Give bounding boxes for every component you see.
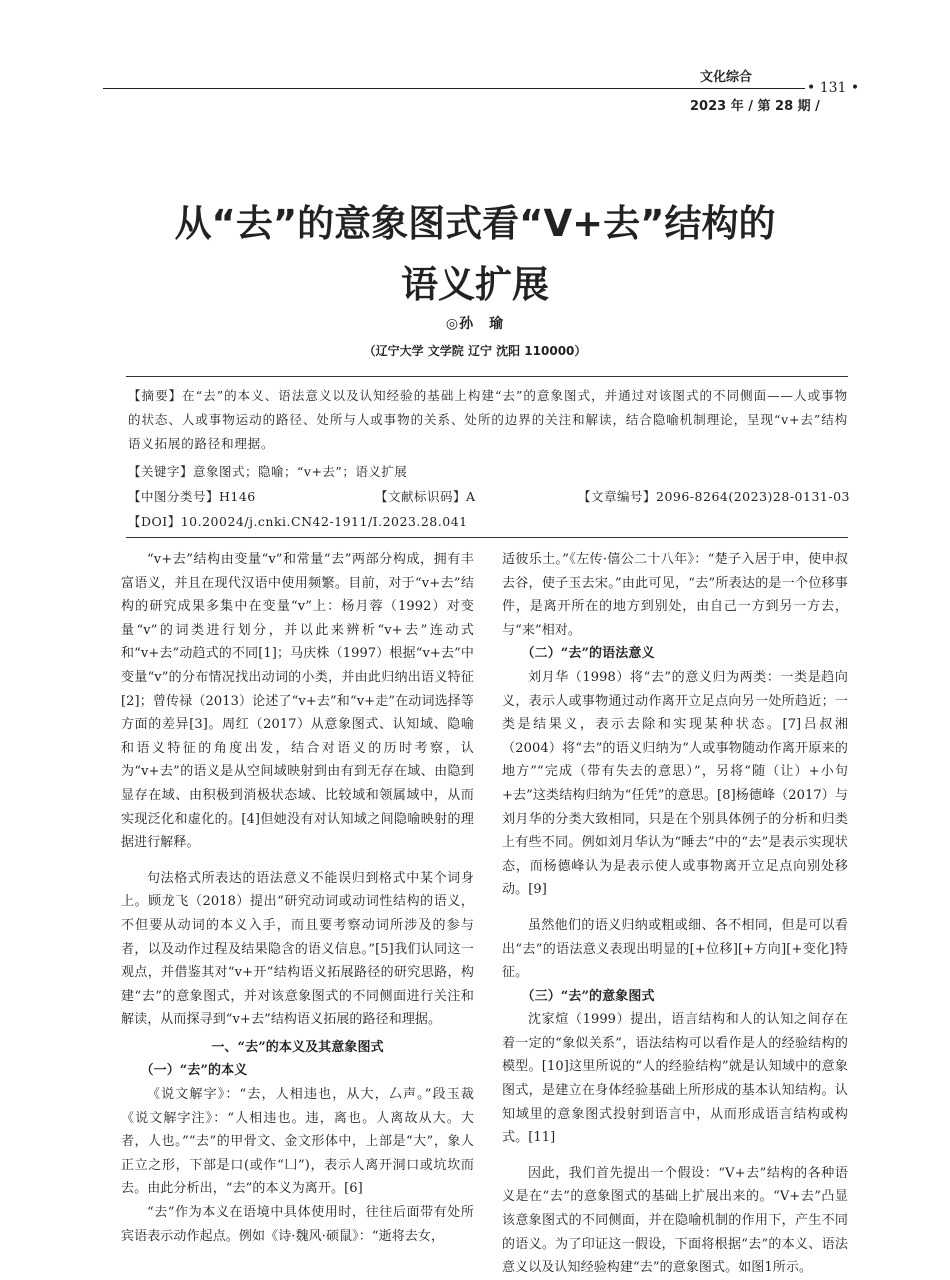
section-label: 文化综合 (700, 70, 753, 85)
paragraph: 沈家煊（1999）提出，语言结构和人的认知之间存在着一定的“象似关系”，语法结构可以看作是人的经验结构的模型。[10]这里所说的“人的经验结构”就是认知域中的意象图式，是建立在身体经验基础上所形成的基本认知结构。认知域里的意象图式投射到语言中，从而形成语言结构或构式。[11] (502, 1012, 848, 1146)
document-code: 【文献标识码】A (375, 489, 476, 504)
doi: 【DOI】10.20024/j.cnki.CN42-1911/I.2023.28.041 (128, 514, 468, 529)
author: ◎孙 瑜 (445, 316, 505, 332)
abstract-top-rule (126, 376, 848, 377)
paragraph: 句法格式所表达的语法意义不能误归到格式中某个词身上。顾龙飞（2018）提出“研究动词或动词性结构的语义，不但要从动词的本义入手，而且要考察动词所涉及的参与者，以及动作过程及结果隐含的语义信息。”[5]我们认同这一观点，并借鉴其对“v+开”结构语义拓展路径的研究思路，构建“去”的意象图式，并对该意象图式的不同侧面进行关注和解读，从而探寻到“v+去”结构语义拓展的路径和理据。 (121, 870, 474, 1028)
article-number: 【文章编号】2096-8264(2023)28-0131-03 (578, 489, 850, 504)
paragraph: 虽然他们的语义归纳或粗或细、各不相同，但是可以看出“去”的语法意义表现出明显的[+位移][+方向][+变化]特征。 (502, 917, 848, 981)
paragraph: 刘月华（1998）将“去”的意义归为两类：一类是趋向义，表示人或事物通过动作离开立足点向另一处所趋近；一类是结果义，表示去除和实现某种状态。[7]吕叔湘（2004）将“去”的语义归纳为“人或事物随动作离开原来的地方”“完成（带有失去的意思）”，另将“随（让）+小句+去”这类结构归纳为“任凭”的意思。[8]杨德峰（2017）与刘月华的分类大致相同，只是在个别具体例子的分析和归类上有些不同。例如刘月华认为“睡去”中的“去”是表示实现状态，而杨德峰认为是表示使人或事物离开立足点向别处移动。[9] (502, 669, 848, 898)
paragraph: “去”作为本义在语境中具体使用时，往往后面带有处所宾语表示动作起点。例如《诗·魏风·硕鼠》：“逝将去女， (121, 1205, 474, 1244)
subsection-heading: （一）“去”的本义 (140, 1063, 248, 1079)
left-column (121, 548, 474, 1248)
paragraph: “v+去”结构由变量“v”和常量“去”两部分构成，拥有丰富语义，并且在现代汉语中使用频繁。目前，对于“v+去”结构的研究成果多集中在变量“v”上：杨月蓉（1992）对变量“v”的词类进行划分，并以此来辨析“v+去”连动式和“v+去”动趋式的不同[1]；马庆株（1997）根据“v+去”中变量“v”的分布情况找出动词的小类，并由此归纳出语义特征[2]；曾传禄（2013）论述了“v+去”和“v+走”在动词选择等方面的差异[3]。周红（2017）从意象图式、认知域、隐喻和语义特征的角度出发，结合对语义的历时考察，认为“v+去”的语义是从空间域映射到由有到无存在域、由隐到显存在域、由积极到消极状态域、比较域和领属域中，从而实现泛化和虚化的。[4]但她没有对认知域之间隐喻映射的理据进行解释。 (121, 552, 474, 851)
paragraph: 《说文解字》：“去，人相违也，从大，厶声。”段玉裁《说文解字注》：“人相违也。违，离也。人离故从大。大者，人也。”“去”的甲骨文、金文形体中，上部是“大”，象人正立之形，下部是口(或作“凵”)，表示人离开洞口或坑坎而去。由此分析出，“去”的本义为离开。[6] (121, 1087, 474, 1197)
right-column (502, 548, 848, 1280)
subsection-heading: （三）“去”的意象图式 (521, 988, 655, 1004)
section-heading: 一、“去”的本义及其意象图式 (211, 1039, 384, 1055)
article-title-line-2: 语义扩展 (401, 263, 549, 306)
article-title-line-1: 从“去”的意象图式看“V+去”结构的 (174, 202, 776, 245)
page-number: • 131 • (807, 80, 860, 96)
paragraph: 适彼乐土。”《左传·僖公二十八年》：“楚子入居于申，使申叔去谷，使子玉去宋。”由此可见，“去”所表达的是一个位移事件，是离开所在的地方到别处，由自己一方到另一方去，与“来”相对。 (502, 552, 848, 638)
subsection-heading: （二）“去”的语法意义 (521, 646, 655, 662)
abstract: 【摘要】在“去”的本义、语法意义以及认知经验的基础上构建“去”的意象图式，并通过对该图式的不同侧面——人或事物的状态、人或事物运动的路径、处所与人或事物的关系、处所的边界的关注和解读，结合隐喻机制理论，呈现“v+去”结构语义拓展的路径和理据。 (128, 388, 848, 451)
paragraph: 因此，我们首先提出一个假设：“V+去”结构的各种语义是在“去”的意象图式的基础上扩展出来的。“V+去”凸显该意象图式的不同侧面，并在隐喻机制的作用下，产生不同的语义。为了印证这一假设，下面将根据“去”的本义、语法意义以及认知经验构建“去”的意象图式。如图1所示。 (502, 1165, 848, 1276)
abstract-bottom-rule (126, 537, 848, 538)
keywords: 【关键字】意象图式；隐喻；“v+去”；语义扩展 (128, 464, 408, 479)
clc-number: 【中图分类号】H146 (128, 489, 256, 504)
issue-label: 2023 年 / 第 28 期 / (690, 99, 820, 114)
affiliation: （辽宁大学 文学院 辽宁 沈阳 110000） (363, 344, 587, 358)
header-rule (103, 88, 805, 89)
